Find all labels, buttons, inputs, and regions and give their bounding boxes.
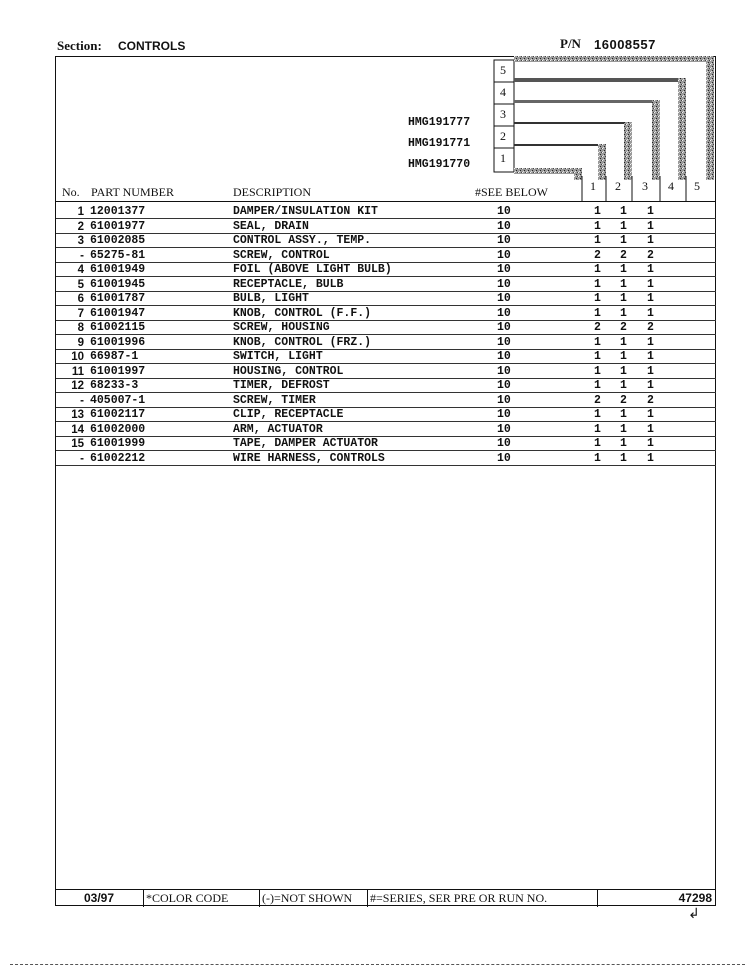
- row-number: -: [80, 394, 84, 407]
- qty-2: 1: [620, 277, 627, 291]
- qty-1: 1: [594, 379, 601, 392]
- description: WIRE HARNESS, CONTROLS: [233, 451, 385, 465]
- qty-2: 1: [620, 306, 627, 320]
- row-number: 3: [77, 235, 84, 247]
- description: CONTROL ASSY., TEMP.: [233, 234, 372, 247]
- qty-3: 1: [647, 263, 654, 276]
- table-row: [0, 365, 750, 379]
- section-value: CONTROLS: [118, 39, 186, 53]
- section-label: Section:: [57, 38, 102, 53]
- see-below: 10: [497, 437, 511, 450]
- see-below: 10: [497, 277, 511, 291]
- qty-3: 1: [647, 379, 654, 392]
- qty-2: 1: [620, 234, 627, 247]
- qty-2: 1: [620, 219, 627, 233]
- see-below: 10: [497, 321, 511, 334]
- row-number: 14: [71, 423, 84, 436]
- qty-column-number: 2: [615, 179, 621, 193]
- row-number: 15: [71, 438, 84, 450]
- qty-3: 1: [647, 422, 654, 436]
- qty-1: 1: [594, 451, 601, 465]
- row-number: 8: [77, 322, 84, 334]
- see-below: 10: [497, 393, 511, 407]
- column-header-part-number: PART NUMBER: [91, 185, 174, 199]
- description: KNOB, CONTROL (F.F.): [233, 306, 372, 320]
- qty-1: 2: [594, 248, 601, 262]
- handwritten-mark: ↲: [688, 907, 700, 922]
- part-number: 68233-3: [90, 379, 139, 392]
- footer-date: 03/97: [56, 890, 144, 907]
- qty-2: 1: [620, 451, 627, 465]
- qty-column-number: 1: [590, 179, 596, 193]
- qty-1: 1: [594, 437, 601, 450]
- see-below: 10: [497, 451, 511, 465]
- scan-edge-line: [10, 964, 745, 966]
- row-number: 1: [77, 206, 84, 218]
- part-number: 61001787: [90, 292, 146, 305]
- qty-2: 1: [620, 408, 627, 421]
- see-below: 10: [497, 263, 511, 276]
- part-number: 61002212: [90, 451, 146, 465]
- qty-1: 1: [594, 263, 601, 276]
- part-number: 61001949: [90, 263, 146, 276]
- see-below: 10: [497, 292, 511, 305]
- row-number: 13: [71, 409, 84, 421]
- qty-1: 1: [594, 219, 601, 233]
- see-below: 10: [497, 205, 511, 218]
- model-name: HMG191771: [408, 137, 471, 150]
- table-row: [0, 350, 750, 364]
- box-number: 2: [500, 129, 506, 143]
- qty-column-number: 3: [642, 179, 648, 193]
- table-row: [0, 452, 750, 466]
- model-column-bracket: [490, 56, 716, 202]
- footer-series: #=SERIES, SER PRE OR RUN NO.: [368, 890, 598, 907]
- row-number: 12: [71, 380, 84, 392]
- part-number: 61001977: [90, 219, 146, 233]
- qty-3: 1: [647, 219, 654, 233]
- qty-2: 1: [620, 263, 627, 276]
- column-header-see-below: #SEE BELOW: [475, 185, 548, 199]
- table-row: [0, 321, 750, 335]
- qty-2: 2: [620, 248, 627, 262]
- description: FOIL (ABOVE LIGHT BULB): [233, 263, 392, 276]
- qty-1: 1: [594, 205, 601, 218]
- table-row: [0, 408, 750, 422]
- part-number: 61001999: [90, 437, 146, 450]
- description: SCREW, CONTROL: [233, 248, 330, 262]
- qty-2: 1: [620, 292, 627, 305]
- row-number: 2: [77, 220, 84, 233]
- row-number: 5: [77, 278, 84, 291]
- qty-3: 1: [647, 234, 654, 247]
- model-name: HMG191770: [408, 158, 471, 171]
- description: CLIP, RECEPTACLE: [233, 408, 344, 421]
- qty-3: 1: [647, 292, 654, 305]
- see-below: 10: [497, 422, 511, 436]
- description: DAMPER/INSULATION KIT: [233, 205, 378, 218]
- see-below: 10: [497, 364, 511, 378]
- description: TIMER, DEFROST: [233, 379, 330, 392]
- table-row: [0, 205, 750, 219]
- box-number: 4: [500, 85, 506, 99]
- qty-2: 1: [620, 422, 627, 436]
- part-number: 61001996: [90, 335, 146, 349]
- table-row: [0, 423, 750, 437]
- row-number: 9: [77, 336, 84, 349]
- see-below: 10: [497, 219, 511, 233]
- qty-column-number: 4: [668, 179, 674, 193]
- see-below: 10: [497, 379, 511, 392]
- qty-3: 1: [647, 451, 654, 465]
- description: TAPE, DAMPER ACTUATOR: [233, 437, 378, 450]
- description: SCREW, HOUSING: [233, 321, 330, 334]
- row-number: 11: [71, 365, 84, 378]
- qty-1: 1: [594, 350, 601, 363]
- pn-value: 16008557: [594, 37, 656, 52]
- part-number: 61001945: [90, 277, 146, 291]
- column-header-no: No.: [62, 185, 80, 199]
- qty-1: 2: [594, 393, 601, 407]
- qty-1: 1: [594, 364, 601, 378]
- qty-3: 1: [647, 437, 654, 450]
- qty-2: 1: [620, 379, 627, 392]
- qty-2: 1: [620, 205, 627, 218]
- description: RECEPTACLE, BULB: [233, 277, 344, 291]
- qty-1: 1: [594, 234, 601, 247]
- part-number: 405007-1: [90, 393, 146, 407]
- description: SCREW, TIMER: [233, 393, 316, 407]
- see-below: 10: [497, 350, 511, 363]
- part-number: 12001377: [90, 205, 146, 218]
- qty-2: 2: [620, 393, 627, 407]
- qty-3: 1: [647, 350, 654, 363]
- qty-1: 1: [594, 277, 601, 291]
- see-below: 10: [497, 335, 511, 349]
- table-row: [0, 220, 750, 234]
- box-number: 3: [500, 107, 506, 121]
- qty-3: 2: [647, 248, 654, 262]
- part-number: 66987-1: [90, 350, 139, 363]
- qty-3: 1: [647, 306, 654, 320]
- table-row: [0, 263, 750, 277]
- table-row: [0, 292, 750, 306]
- model-name: HMG191777: [408, 116, 471, 129]
- description: ARM, ACTUATOR: [233, 422, 323, 436]
- qty-1: 1: [594, 335, 601, 349]
- table-row: [0, 307, 750, 321]
- part-number: 61002000: [90, 422, 146, 436]
- qty-3: 1: [647, 335, 654, 349]
- qty-3: 1: [647, 408, 654, 421]
- part-number: 65275-81: [90, 248, 146, 262]
- table-row: [0, 278, 750, 292]
- row-number: 7: [77, 307, 84, 320]
- description: BULB, LIGHT: [233, 292, 309, 305]
- description: KNOB, CONTROL (FRZ.): [233, 335, 372, 349]
- qty-1: 1: [594, 408, 601, 421]
- see-below: 10: [497, 306, 511, 320]
- qty-2: 1: [620, 335, 627, 349]
- header-divider: [56, 201, 716, 202]
- description: SEAL, DRAIN: [233, 219, 309, 233]
- table-row: [0, 249, 750, 263]
- qty-3: 1: [647, 277, 654, 291]
- footer-bar: [56, 889, 716, 907]
- qty-1: 1: [594, 292, 601, 305]
- description: HOUSING, CONTROL: [233, 364, 344, 378]
- table-row: [0, 437, 750, 451]
- qty-3: 1: [647, 364, 654, 378]
- part-number: 61002085: [90, 234, 146, 247]
- see-below: 10: [497, 248, 511, 262]
- qty-2: 1: [620, 350, 627, 363]
- part-number: 61001947: [90, 306, 146, 320]
- qty-column-number: 5: [694, 179, 700, 193]
- qty-2: 1: [620, 364, 627, 378]
- row-number: 10: [71, 351, 84, 363]
- part-number: 61002115: [90, 321, 146, 334]
- qty-1: 1: [594, 422, 601, 436]
- box-number: 5: [500, 63, 506, 77]
- part-number: 61001997: [90, 364, 146, 378]
- qty-1: 1: [594, 306, 601, 320]
- qty-3: 1: [647, 205, 654, 218]
- qty-2: 1: [620, 437, 627, 450]
- qty-2: 2: [620, 321, 627, 334]
- table-row: [0, 336, 750, 350]
- pn-label: P/N: [560, 36, 581, 51]
- footer-doc-number: 47298: [678, 891, 712, 905]
- see-below: 10: [497, 234, 511, 247]
- row-number: 4: [77, 264, 84, 276]
- qty-1: 2: [594, 321, 601, 334]
- table-row: [0, 234, 750, 248]
- part-number: 61002117: [90, 408, 146, 421]
- footer-color-code: *COLOR CODE: [144, 890, 260, 907]
- table-row: [0, 379, 750, 393]
- qty-3: 2: [647, 393, 654, 407]
- footer-not-shown: (-)=NOT SHOWN: [260, 890, 368, 907]
- description: SWITCH, LIGHT: [233, 350, 323, 363]
- row-number: -: [80, 452, 84, 465]
- box-number: 1: [500, 151, 506, 165]
- qty-3: 2: [647, 321, 654, 334]
- table-row: [0, 394, 750, 408]
- column-header-description: DESCRIPTION: [233, 185, 312, 199]
- row-rule: [56, 465, 716, 466]
- row-number: 6: [77, 293, 84, 305]
- row-number: -: [80, 249, 84, 262]
- see-below: 10: [497, 408, 511, 421]
